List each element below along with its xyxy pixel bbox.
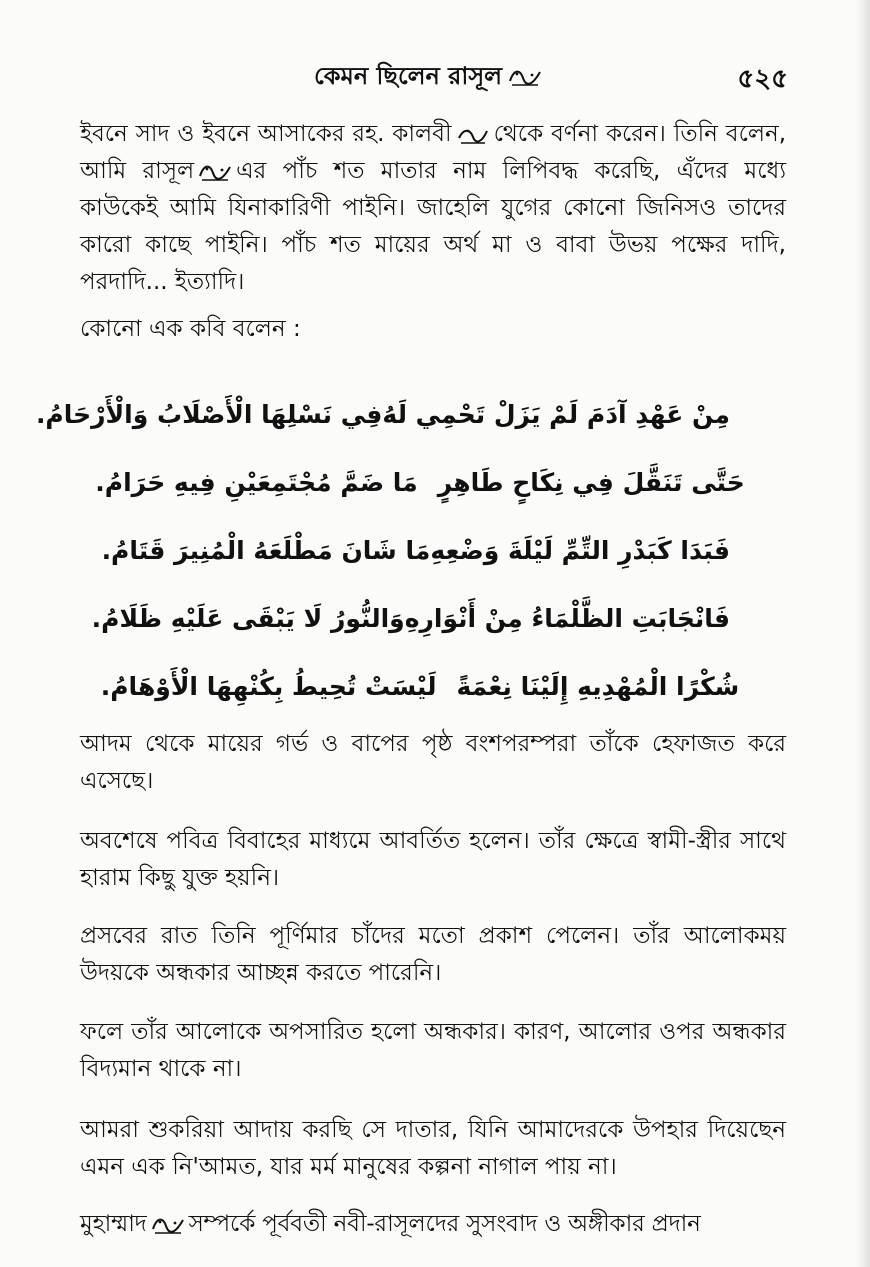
poet-intro-line: কোনো এক কবি বলেন : bbox=[80, 316, 301, 342]
verse-second-hemistich: فِي نَسْلِهَا الْأَصْلَابُ وَالْأَرْحَامُ. bbox=[35, 399, 383, 429]
verse-second-hemistich: مَا ضَمَّ مُجْتَمِعَيْنِ فِيهِ حَرَامُ. bbox=[95, 467, 418, 497]
intro-paragraph: ইবনে সাদ ও ইবনে আসাকের রহ. কালবী থেকে বর্ণনা করেন। তিনি বলেন, আমি রাসূল এর পাঁচ শত মাতার নাম লিপিবদ্ধ করেছি, এঁদের মধ্যে কাউকেই আমি যিনাকারিণী পাইনি। জাহেলি যুগের কোনো জিনিসও তাদের কারো কাছে পাইনি। পাঁচ শত মায়ের অর্থ মা ও বাবা উভয় পক্ষের দাদি, পরদাদি... ইত্যাদি। bbox=[80, 121, 787, 295]
verse-row bbox=[95, 448, 745, 516]
verse-row bbox=[91, 584, 730, 652]
salutation-seal-icon bbox=[198, 161, 232, 183]
verse-first-hemistich: شُكْرًا الْمُهْدِيهِ إِلَيْنَا نِعْمَةً bbox=[456, 671, 740, 701]
arabic-verses bbox=[35, 380, 745, 720]
page-edge-shadow bbox=[856, 0, 870, 1267]
verse-second-hemistich: مَا شَانَ مَطْلَعَهُ الْمُنِيرَ قَتَامُ. bbox=[101, 535, 431, 565]
translation-paragraph: অবশেষে পবিত্র বিবাহের মাধ্যমে আবর্তিত হলেন। তাঁর ক্ষেত্রে স্বামী-স্ত্রীর সাথে হারাম কিছু যুক্ত হয়নি। bbox=[80, 828, 786, 891]
verse-first-hemistich: حَتَّى تَنَقَّلَ فِي نِكَاحٍ طَاهِرٍ bbox=[437, 467, 745, 497]
verse-first-hemistich: فَانْجَابَتِ الظَّلْمَاءُ مِنْ أَنْوَارِهِ bbox=[404, 603, 730, 633]
translation-paragraph: আমরা শুকরিয়া আদায় করছি সে দাতার, যিনি আমাদেরকে উপহার দিয়েছেন এমন এক নি'আমত, যার মর্ম মানুষের কল্পনা নাগাল পায় না। bbox=[80, 1117, 786, 1180]
verse-second-hemistich: لَيْسَتْ تُحِيطُ بِكُنْهِهَا الْأَوْهَامُ. bbox=[100, 671, 437, 701]
intro-block bbox=[80, 116, 786, 348]
page-number: ৫২৫ bbox=[737, 64, 788, 94]
verse-row bbox=[35, 380, 730, 448]
salutation-seal-icon bbox=[151, 1214, 185, 1236]
translation-paragraph: আদম থেকে মায়ের গর্ভ ও বাপের পৃষ্ঠ বংশপরম্পরা তাঁকে হেফাজত করে এসেছে। bbox=[80, 731, 786, 794]
verse-second-hemistich: وَالنُّورُ لَا يَبْقَى عَلَيْهِ ظَلَامُ. bbox=[91, 603, 405, 633]
verse-first-hemistich: مِنْ عَهْدِ آدَمَ لَمْ يَزَلْ تَحْمِي لَهُ bbox=[382, 399, 730, 429]
verse-first-hemistich: فَبَدَا كَبَدْرِ التِّمِّ لَيْلَةَ وَضْعِهِ bbox=[430, 535, 730, 565]
translation-paragraph: ফলে তাঁর আলোকে অপসারিত হলো অন্ধকার। কারণ, আলোর ওপর অন্ধকার বিদ্যমান থাকে না। bbox=[80, 1019, 786, 1082]
translation-paragraph: প্রসবের রাত তিনি পূর্ণিমার চাঁদের মতো প্রকাশ পেলেন। তাঁর আলোকময় উদয়কে অন্ধকার আচ্ছন্ন করতে পারেনি। bbox=[80, 923, 786, 986]
running-header bbox=[80, 50, 788, 100]
book-title: কেমন ছিলেন রাসূল bbox=[314, 58, 542, 98]
section-heading: মুহাম্মাদ সম্পর্কে পূর্ববতী নবী-রাসূলদের সুসংবাদ ও অঙ্গীকার প্রদান bbox=[80, 1211, 701, 1237]
verse-row bbox=[100, 652, 740, 720]
radiyallahu-seal-icon bbox=[456, 124, 490, 146]
salutation-seal-icon bbox=[508, 66, 542, 88]
verse-row bbox=[101, 516, 730, 584]
